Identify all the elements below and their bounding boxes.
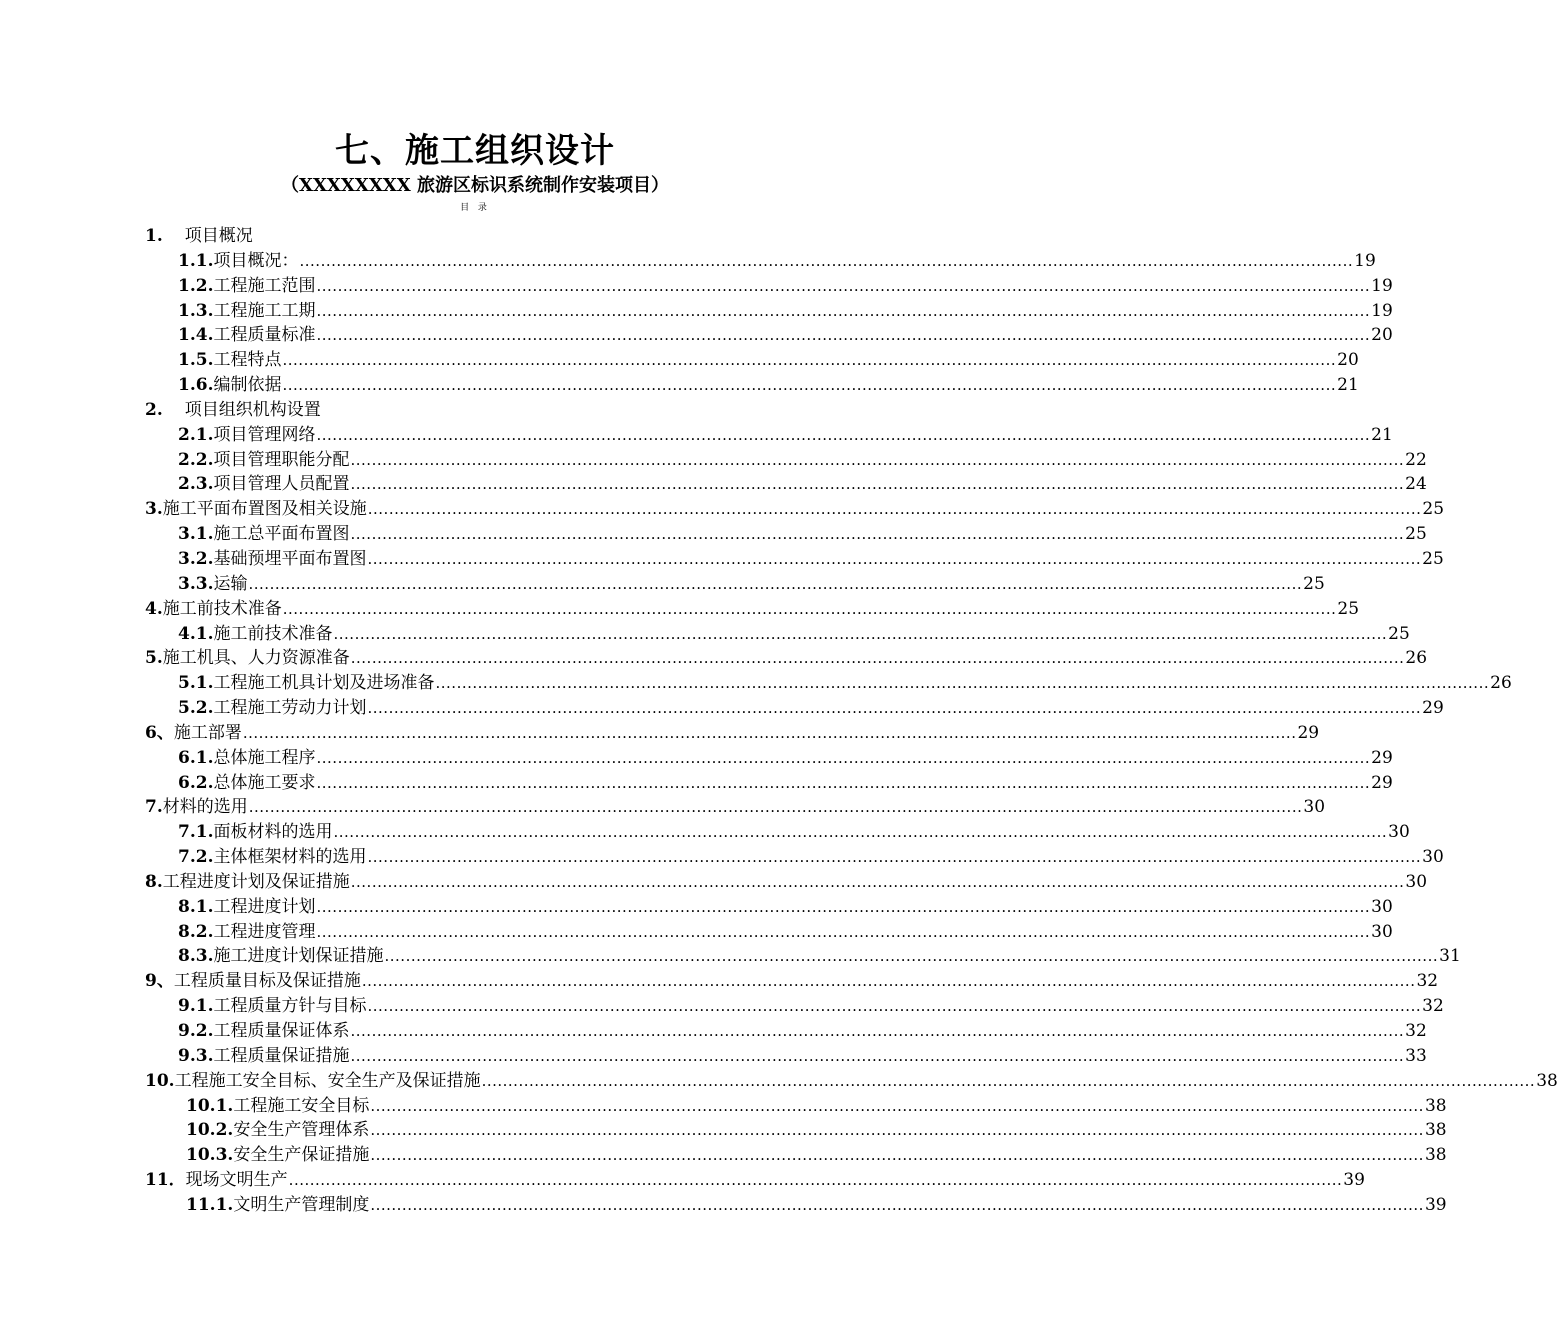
toc-entry-page: 30 [1303, 797, 1326, 818]
toc-entry-title: 项目管理网络 [213, 424, 316, 445]
toc-entry-number: 4. [145, 598, 163, 619]
toc-entry-line [145, 969, 1439, 994]
toc-entry-line [178, 920, 1393, 945]
toc-entry-number: 6、 [145, 722, 174, 743]
toc-entry-title: 工程进度计划及保证措施 [162, 871, 350, 892]
toc-entry-number: 3.1. [178, 524, 214, 545]
toc-entry-page: 31 [1439, 946, 1461, 967]
toc-entry-line [186, 1118, 1447, 1143]
toc-entry[interactable] [0, 646, 1428, 671]
toc-entry-title: 项目概况 [184, 226, 253, 246]
toc-entry-number: 6.1. [178, 747, 214, 768]
toc-dot-leader: ........................................................................................................................................................................................................ [248, 574, 1303, 593]
toc-entry-number: 9.2. [178, 1021, 214, 1041]
toc-entry-page: 29 [1297, 722, 1320, 743]
toc-entry-line [186, 1193, 1447, 1218]
toc-entry-page: 38 [1536, 1070, 1558, 1091]
toc-entry-title: 工程特点 [213, 350, 282, 371]
toc-entry-page: 24 [1405, 474, 1427, 495]
toc-entry[interactable] [0, 249, 1376, 274]
toc-dot-leader: ........................................................................................................................................................................................................ [316, 326, 1371, 345]
toc-entry-number: 8.2. [178, 921, 214, 942]
toc-entry[interactable] [0, 721, 1320, 746]
toc-dot-leader: ........................................................................................................................................................................................................ [367, 699, 1422, 718]
toc-dot-leader: ........................................................................................................................................................................................................ [350, 1046, 1405, 1065]
toc-dot-leader: ........................................................................................................................................................................................................ [316, 301, 1371, 320]
toc-entry-number: 1.4. [178, 325, 214, 346]
toc-entry-title: 施工部署 [173, 722, 242, 743]
toc-entry-page: 20 [1371, 325, 1393, 346]
toc-entry-line [178, 1044, 1427, 1069]
toc-entry[interactable] [0, 944, 1461, 969]
toc-entry-line [178, 249, 1376, 274]
toc-entry-number: 1.6. [178, 375, 214, 396]
toc-entry-title: 工程施工范围 [213, 275, 316, 296]
toc-entry-line [178, 323, 1393, 348]
toc-entry-page: 29 [1371, 747, 1393, 768]
toc-dot-leader: ........................................................................................................................................................................................................ [350, 475, 1405, 494]
toc-entry-number: 3.2. [178, 548, 214, 569]
toc-entry-page: 32 [1416, 971, 1439, 992]
toc-entry-title: 工程质量保证措施 [213, 1045, 350, 1066]
toc-entry-line [178, 671, 1512, 696]
toc-entry[interactable] [0, 622, 1410, 647]
toc-entry-title: 主体框架材料的选用 [213, 847, 367, 868]
toc-entry-page: 30 [1422, 847, 1444, 868]
toc-entry-number: 2.3. [178, 474, 214, 495]
toc-entry-line [145, 646, 1428, 671]
toc-entry-number: 9、 [145, 971, 174, 992]
toc-entry-title: 工程质量保证体系 [213, 1021, 350, 1041]
toc-entry-title: 施工前技术准备 [213, 623, 333, 644]
toc-entry-number: 9.1. [178, 996, 214, 1017]
toc-dot-leader: ........................................................................................................................................................................................................ [316, 922, 1371, 941]
toc-entry-title: 项目概况： [213, 250, 299, 271]
toc-entry-number: 7. [145, 797, 163, 818]
toc-dot-leader: ........................................................................................................................................................................................................ [367, 549, 1422, 568]
toc-entry-number: 11.1. [186, 1194, 234, 1215]
toc-entry-title: 施工总平面布置图 [213, 524, 350, 545]
toc-dot-leader: ........................................................................................................................................................................................................ [282, 599, 1337, 618]
toc-dot-leader: ........................................................................................................................................................................................................ [316, 897, 1371, 916]
toc-entry-line [145, 398, 805, 423]
toc-entry-page: 38 [1424, 1145, 1447, 1166]
toc-entry[interactable] [0, 1019, 1427, 1044]
toc-entry-line [178, 746, 1393, 771]
toc-entry-line [178, 994, 1444, 1019]
toc-dot-leader: ........................................................................................................................................................................................................ [316, 748, 1371, 767]
toc-dot-leader: ........................................................................................................................................................................................................ [316, 276, 1371, 295]
toc-entry-title: 安全生产管理体系 [233, 1120, 370, 1141]
toc-entry-number: 1.3. [178, 300, 214, 321]
toc-entry[interactable] [0, 795, 1326, 820]
toc-entry[interactable] [0, 274, 1393, 299]
toc-entry-page: 22 [1405, 449, 1427, 470]
toc-entry[interactable] [0, 969, 1439, 994]
toc-entry-number: 7.1. [178, 822, 214, 843]
toc-entry-line [178, 274, 1393, 299]
toc-entry-number: 5.1. [178, 673, 214, 694]
toc-entry-line [145, 795, 1326, 820]
toc-entry-page: 26 [1490, 673, 1512, 694]
toc-dot-leader: ........................................................................................................................................................................................................ [350, 872, 1405, 891]
toc-entry-number: 8.3. [178, 946, 214, 967]
toc-entry-line [178, 895, 1393, 920]
toc-entry-title: 编制依据 [213, 375, 282, 396]
toc-dot-leader: ........................................................................................................................................................................................................ [370, 1121, 1424, 1140]
toc-entry-title: 施工进度计划保证措施 [213, 946, 384, 967]
toc-entry-number: 3. [145, 499, 163, 520]
toc-entry-title: 总体施工要求 [213, 772, 316, 793]
toc-entry[interactable] [0, 1044, 1427, 1069]
toc-dot-leader: ........................................................................................................................................................................................................ [367, 500, 1422, 519]
toc-entry-title: 现场文明生产 [185, 1170, 288, 1191]
toc-entry-line [178, 845, 1444, 870]
table-of-contents [0, 224, 1558, 1218]
toc-entry-page: 33 [1405, 1045, 1427, 1066]
toc-entry-page: 25 [1422, 548, 1444, 569]
toc-entry-page: 21 [1371, 424, 1393, 445]
toc-entry-number: 2. [145, 399, 163, 420]
toc-entry-line [178, 423, 1393, 448]
toc-entry[interactable] [0, 696, 1444, 721]
toc-dot-leader: ........................................................................................................................................................................................................ [242, 723, 1297, 742]
toc-entry-page: 19 [1354, 250, 1376, 271]
toc-entry[interactable] [0, 1143, 1447, 1168]
toc-entry-line [178, 944, 1461, 969]
toc-entry-title: 施工机具、人力资源准备 [162, 648, 350, 669]
toc-entry-number: 10. [145, 1070, 175, 1091]
toc-entry-title: 文明生产管理制度 [233, 1194, 370, 1215]
toc-entry-title: 工程施工工期 [213, 300, 316, 321]
toc-entry-number: 5.2. [178, 698, 214, 719]
toc-dot-leader: ........................................................................................................................................................................................................ [435, 674, 1490, 693]
toc-entry-line [145, 721, 1320, 746]
toc-dot-leader: ........................................................................................................................................................................................................ [316, 425, 1371, 444]
toc-entry-page: 39 [1343, 1170, 1365, 1191]
toc-entry-title: 安全生产保证措施 [233, 1145, 370, 1166]
toc-dot-leader: ........................................................................................................................................................................................................ [370, 1195, 1424, 1214]
toc-entry[interactable] [0, 448, 1427, 473]
toc-entry-page: 25 [1388, 623, 1410, 644]
toc-dot-leader: ........................................................................................................................................................................................................ [370, 1096, 1424, 1115]
toc-entry-page: 38 [1424, 1120, 1447, 1141]
toc-entry-page: 25 [1405, 524, 1427, 545]
toc-entry-number: 10.1. [186, 1095, 234, 1116]
toc-entry-line [145, 597, 1360, 622]
toc-entry-number: 5. [145, 648, 163, 669]
toc-entry-line [186, 1094, 1447, 1119]
toc-entry-page: 30 [1371, 896, 1393, 917]
toc-dot-leader: ........................................................................................................................................................................................................ [367, 848, 1422, 867]
toc-entry[interactable] [0, 671, 1512, 696]
toc-entry[interactable] [0, 597, 1360, 622]
toc-entry-title: 工程施工安全目标 [233, 1095, 370, 1116]
toc-entry-title: 项目管理人员配置 [213, 474, 350, 495]
toc-entry-number: 8.1. [178, 896, 214, 917]
toc-entry-title: 总体施工程序 [213, 747, 316, 768]
toc-dot-leader: ........................................................................................................................................................................................................ [282, 351, 1337, 370]
toc-dot-leader: ........................................................................................................................................................................................................ [333, 624, 1388, 643]
toc-entry-title: 施工前技术准备 [162, 598, 282, 619]
document-title: 七、施工组织设计 [335, 131, 615, 171]
toc-entry-number: 1.5. [178, 350, 214, 371]
toc-entry-line [178, 820, 1410, 845]
toc-dot-leader: ........................................................................................................................................................................................................ [248, 798, 1303, 817]
toc-entry-line [145, 224, 805, 249]
toc-entry-line [178, 622, 1410, 647]
toc-entry-number: 1. [145, 226, 163, 246]
toc-entry[interactable] [0, 1094, 1447, 1119]
toc-entry[interactable] [0, 323, 1393, 348]
toc-entry-title: 基础预埋平面布置图 [213, 548, 367, 569]
toc-dot-leader: ........................................................................................................................................................................................................ [350, 525, 1405, 544]
toc-entry-line [178, 448, 1427, 473]
toc-entry-line [145, 1168, 1365, 1193]
toc-entry-page: 25 [1422, 499, 1445, 520]
toc-entry-line [145, 1069, 1558, 1094]
toc-entry-number: 6.2. [178, 772, 214, 793]
document-subtitle: （XXXXXXXX 旅游区标识系统制作安装项目） [281, 175, 669, 196]
toc-entry-line [178, 547, 1444, 572]
toc-entry-line [178, 299, 1393, 324]
toc-dot-leader: ........................................................................................................................................................................................................ [282, 376, 1337, 395]
toc-entry-page: 19 [1371, 275, 1393, 296]
toc-entry-number: 2.1. [178, 424, 214, 445]
toc-entry-number: 11． [145, 1170, 186, 1191]
toc-entry-page: 32 [1422, 996, 1444, 1017]
toc-entry[interactable] [0, 895, 1393, 920]
toc-entry-line [178, 696, 1444, 721]
toc-entry-number: 3.3. [178, 573, 214, 594]
toc-entry[interactable] [0, 373, 1359, 398]
toc-entry[interactable] [0, 299, 1393, 324]
toc-entry-page: 30 [1405, 871, 1428, 892]
toc-entry-page: 19 [1371, 300, 1393, 321]
toc-entry[interactable] [0, 870, 1428, 895]
toc-entry-page: 29 [1422, 698, 1444, 719]
toc-entry-title: 工程进度计划 [213, 896, 316, 917]
toc-entry-number: 7.2. [178, 847, 214, 868]
toc-entry[interactable] [0, 746, 1393, 771]
toc-dot-leader: ........................................................................................................................................................................................................ [361, 972, 1416, 991]
toc-entry-number: 9.3. [178, 1045, 214, 1066]
toc-entry-line [186, 1143, 1447, 1168]
toc-entry[interactable] [0, 423, 1393, 448]
toc-entry-line [178, 373, 1359, 398]
toc-entry-page: 32 [1405, 1021, 1427, 1041]
toc-entry-line [178, 771, 1393, 796]
toc-entry[interactable] [0, 920, 1393, 945]
toc-entry-title: 项目管理职能分配 [213, 449, 350, 470]
toc-dot-leader: ........................................................................................................................................................................................................ [350, 649, 1405, 668]
toc-entry[interactable] [0, 572, 1325, 597]
toc-entry-title: 面板材料的选用 [213, 822, 333, 843]
toc-dot-leader: ........................................................................................................................................................................................................ [316, 773, 1371, 792]
toc-entry-page: 30 [1371, 921, 1393, 942]
toc-entry[interactable] [0, 224, 950, 249]
toc-entry-line [145, 870, 1428, 895]
toc-entry[interactable] [0, 472, 1427, 497]
toc-entry[interactable] [0, 1118, 1447, 1143]
toc-entry-title: 工程质量目标及保证措施 [173, 971, 361, 992]
toc-entry-title: 项目组织机构设置 [184, 399, 321, 420]
toc-dot-leader: ........................................................................................................................................................................................................ [350, 1022, 1405, 1040]
toc-entry-line [178, 472, 1427, 497]
toc-entry-number: 1.1. [178, 250, 214, 271]
toc-entry[interactable] [0, 820, 1410, 845]
toc-entry[interactable] [0, 348, 1359, 373]
toc-entry[interactable] [0, 398, 950, 423]
toc-entry-page: 38 [1424, 1095, 1447, 1116]
toc-entry-number: 1.2. [178, 275, 214, 296]
toc-dot-leader: ........................................................................................................................................................................................................ [350, 450, 1405, 469]
toc-heading: 目 录 [460, 203, 490, 213]
toc-entry-page: 25 [1337, 598, 1360, 619]
toc-entry[interactable] [0, 845, 1444, 870]
toc-dot-leader: ........................................................................................................................................................................................................ [481, 1071, 1536, 1090]
toc-entry-number: 10.2. [186, 1120, 234, 1141]
toc-entry-title: 工程质量方针与目标 [213, 996, 367, 1017]
toc-entry-title: 工程施工劳动力计划 [213, 698, 367, 719]
toc-dot-leader: ........................................................................................................................................................................................................ [370, 1146, 1424, 1165]
toc-entry-title: 工程施工安全目标、安全生产及保证措施 [174, 1070, 481, 1091]
toc-entry-title: 材料的选用 [162, 797, 248, 818]
toc-entry[interactable] [0, 1193, 1447, 1218]
toc-entry-page: 25 [1303, 573, 1325, 594]
toc-entry-page: 30 [1388, 822, 1410, 843]
toc-dot-leader: ........................................................................................................................................................................................................ [288, 1171, 1343, 1190]
toc-entry-title: 工程施工机具计划及进场准备 [213, 673, 435, 694]
toc-dot-leader: ........................................................................................................................................................................................................ [333, 823, 1388, 842]
toc-dot-leader: ........................................................................................................................................................................................................ [384, 947, 1439, 966]
toc-entry[interactable] [0, 1168, 1365, 1193]
toc-entry-line [145, 497, 1445, 522]
toc-entry[interactable] [0, 771, 1393, 796]
toc-entry-number: 2.2. [178, 449, 214, 470]
toc-entry-page: 39 [1424, 1194, 1447, 1215]
toc-entry-page: 21 [1337, 375, 1359, 396]
toc-entry[interactable] [0, 522, 1427, 547]
toc-entry-page: 20 [1337, 350, 1359, 371]
toc-dot-leader: ........................................................................................................................................................................................................ [367, 997, 1422, 1016]
toc-entry[interactable] [0, 1069, 1558, 1094]
toc-entry-page: 29 [1371, 772, 1393, 793]
toc-entry-number: 4.1. [178, 623, 214, 644]
toc-entry-line [178, 1019, 1427, 1044]
toc-dot-leader: ........................................................................................................................................................................................................ [299, 251, 1354, 270]
toc-entry-title: 工程进度管理 [213, 921, 316, 942]
toc-entry-line [178, 348, 1359, 373]
toc-entry-title: 工程质量标准 [213, 325, 316, 346]
toc-entry-title: 运输 [213, 573, 248, 594]
toc-entry-line [178, 572, 1325, 597]
toc-entry[interactable] [0, 497, 1445, 522]
toc-entry-number: 10.3. [186, 1145, 234, 1166]
toc-entry[interactable] [0, 994, 1444, 1019]
toc-entry[interactable] [0, 547, 1444, 572]
toc-entry-page: 26 [1405, 648, 1428, 669]
toc-entry-line [178, 522, 1427, 547]
toc-entry-title: 施工平面布置图及相关设施 [162, 499, 367, 520]
toc-entry-number: 8. [145, 871, 163, 892]
